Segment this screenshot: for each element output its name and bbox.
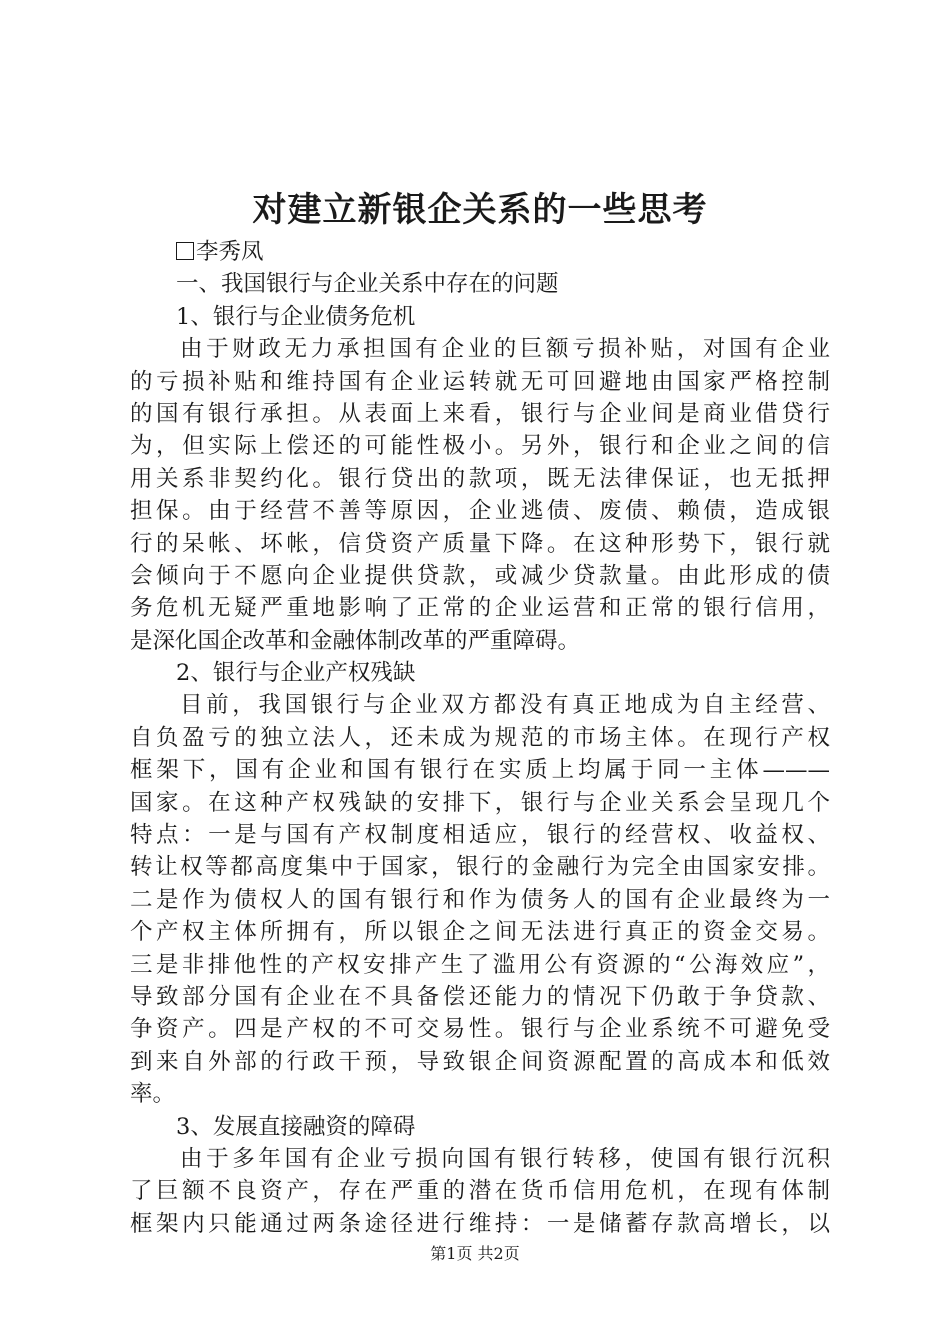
paragraph-line: 的亏损补贴和维持国有企业运转就无可回避地由国家严格控制 xyxy=(130,368,830,395)
paragraph-line: 争资产。四是产权的不可交易性。银行与企业系统不可避免受 xyxy=(130,1016,830,1043)
paragraph-line: 担保。由于经营不善等原因，企业逃债、废债、赖债，造成银 xyxy=(130,498,830,525)
paragraph-line: 用关系非契约化。银行贷出的款项，既无法律保证，也无抵押 xyxy=(130,465,830,492)
paragraph-line: 特点：一是与国有产权制度相适应，银行的经营权、收益权、 xyxy=(130,822,830,849)
paragraph-line: 框架下，国有企业和国有银行在实质上均属于同一主体——— xyxy=(130,757,830,784)
paragraph-line: 会倾向于不愿向企业提供贷款，或减少贷款量。由此形成的债 xyxy=(130,562,830,589)
paragraph-line: 务危机无疑严重地影响了正常的企业运营和正常的银行信用， xyxy=(130,595,830,622)
paragraph-line: 自负盈亏的独立法人，还未成为规范的市场主体。在现行产权 xyxy=(130,724,830,751)
paragraph-line: 到来自外部的行政干预，导致银企间资源配置的高成本和低效 xyxy=(130,1048,830,1075)
section-heading-2: 2、银行与企业产权残缺 xyxy=(176,660,416,687)
paragraph-line: 目前，我国银行与企业双方都没有真正地成为自主经营、 xyxy=(180,692,830,719)
author-line xyxy=(130,236,830,268)
paragraph-line: 行的呆帐、坏帐，信贷资产质量下降。在这种形势下，银行就 xyxy=(130,530,830,557)
paragraph-line: 个产权主体所拥有，所以银企之间无法进行真正的资金交易。 xyxy=(130,919,830,946)
paragraph-line: 国家。在这种产权残缺的安排下，银行与企业关系会呈现几个 xyxy=(130,789,830,816)
author-name: 李秀凤 xyxy=(196,239,264,265)
paragraph-line: 框架内只能通过两条途径进行维持：一是储蓄存款高增长，以 xyxy=(130,1210,830,1237)
document-title: 对建立新银企关系的一些思考 xyxy=(252,190,708,230)
section-heading-3: 3、发展直接融资的障碍 xyxy=(176,1113,416,1140)
paragraph-line: 由于多年国有企业亏损向国有银行转移，使国有银行沉积 xyxy=(180,1145,830,1172)
paragraph-line: 由于财政无力承担国有企业的巨额亏损补贴，对国有企业 xyxy=(180,336,830,363)
paragraph-line: 的国有银行承担。从表面上来看，银行与企业间是商业借贷行 xyxy=(130,400,830,427)
paragraph-line: 转让权等都高度集中于国家，银行的金融行为完全由国家安排。 xyxy=(130,854,830,881)
document-body xyxy=(130,236,830,1240)
paragraph-line: 了巨额不良资产，存在严重的潜在货币信用危机，在现有体制 xyxy=(130,1178,830,1205)
page-footer: 第1页 共2页 xyxy=(430,1244,520,1263)
heading-level-1: 一、我国银行与企业关系中存在的问题 xyxy=(176,271,559,298)
paragraph-line: 二是作为债权人的国有银行和作为债务人的国有企业最终为一 xyxy=(130,886,830,913)
paragraph-line: 为，但实际上偿还的可能性极小。另外，银行和企业之间的信 xyxy=(130,433,830,460)
paragraph-line: 三是非排他性的产权安排产生了滥用公有资源的“公海效应”， xyxy=(130,951,830,978)
paragraph-line: 率。 xyxy=(130,1081,176,1108)
paragraph-line: 导致部分国有企业在不具备偿还能力的情况下仍敢于争贷款、 xyxy=(130,983,830,1010)
section-heading-1: 1、银行与企业债务危机 xyxy=(176,303,416,330)
square-box-icon xyxy=(176,242,194,260)
paragraph-line: 是深化国企改革和金融体制改革的严重障碍。 xyxy=(130,627,581,654)
